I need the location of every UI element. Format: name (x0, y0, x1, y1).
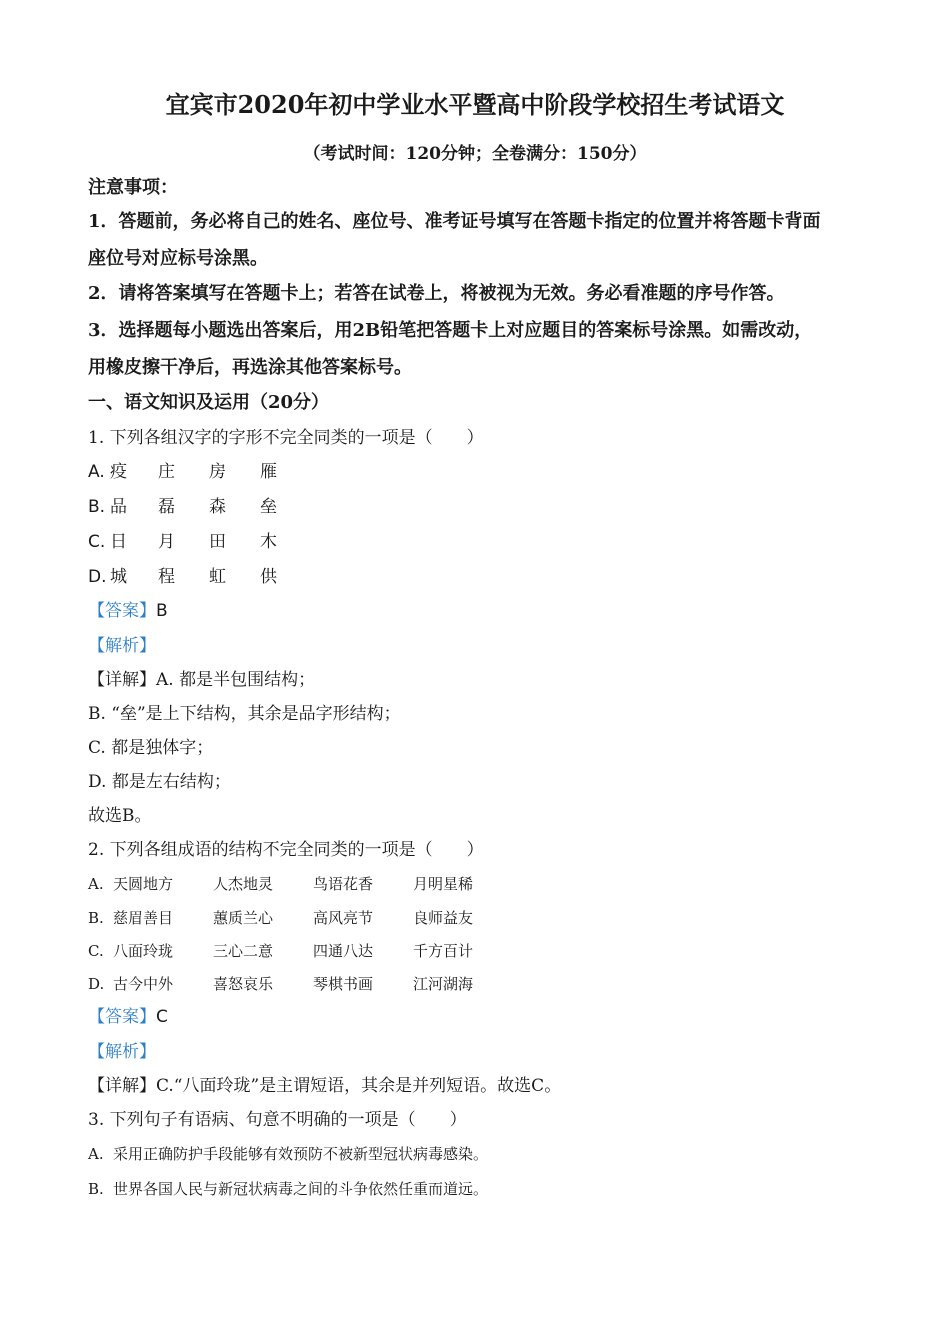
notice-item-3-line-1: 3．选择题每小题选出答案后，用2B铅笔把答题卡上对应题目的答案标号涂黑。如需改动， (88, 320, 813, 341)
option-char: 月 (158, 532, 175, 552)
option-label: D. (88, 567, 107, 587)
question-1-detail (88, 669, 315, 691)
question-2-detail (88, 1075, 561, 1097)
option-label: C. (88, 942, 104, 960)
option-char: 木 (260, 532, 277, 552)
question-1-analysis-tag: 【解析】 (88, 636, 156, 656)
option-label: A. (88, 875, 104, 893)
detail-tag: 【详解】 (88, 670, 156, 690)
option-char: 垒 (260, 497, 277, 517)
option-idiom: 蕙质兰心 (213, 909, 274, 927)
option-label: A. (88, 1145, 104, 1163)
option-char: 庄 (158, 462, 175, 482)
question-1-stem: 1. 下列各组汉字的字形不完全同类的一项是（ ） (88, 428, 484, 448)
notice-heading: 注意事项： (88, 177, 178, 198)
option-char: 程 (158, 567, 175, 587)
option-idiom: 慈眉善目 (113, 909, 174, 927)
option-idiom: 四通八达 (313, 942, 374, 960)
option-idiom: 月明星稀 (413, 875, 474, 893)
option-char: 供 (260, 567, 277, 587)
option-char: 品 (110, 497, 127, 517)
option-idiom: 江河湖海 (413, 975, 474, 993)
question-1-detail-line: D. 都是左右结构； (88, 772, 231, 792)
option-label: B. (88, 909, 104, 927)
option-char: 雁 (260, 462, 277, 482)
option-char: 森 (209, 497, 226, 517)
option-idiom: 鸟语花香 (313, 875, 374, 893)
option-char: 疫 (110, 462, 127, 482)
option-idiom: 高风亮节 (313, 909, 374, 927)
question-1-detail-line: C. 都是独体字； (88, 738, 214, 758)
answer-value: C (156, 1007, 168, 1027)
option-idiom: 千方百计 (413, 942, 474, 960)
option-idiom: 三心二意 (213, 942, 274, 960)
option-idiom: 古今中外 (113, 975, 174, 993)
notice-item-1-line-1: 1．答题前，务必将自己的姓名、座位号、准考证号填写在答题卡指定的位置并将答题卡背面 (88, 211, 821, 232)
option-text: 世界各国人民与新冠状病毒之间的斗争依然任重而道远。 (113, 1180, 489, 1198)
option-char: 房 (209, 462, 226, 482)
option-char: 虹 (209, 567, 226, 587)
question-1-answer (88, 600, 168, 622)
option-idiom: 琴棋书画 (313, 975, 374, 993)
detail-tag: 【详解】 (88, 1076, 156, 1096)
option-label: B. (88, 1180, 104, 1198)
option-label: B. (88, 497, 106, 517)
question-2-answer (88, 1006, 168, 1028)
answer-tag: 【答案】 (88, 1007, 156, 1027)
notice-item-1-line-2: 座位号对应标号涂黑。 (88, 248, 268, 269)
page-title: 宜宾市2020年初中学业水平暨高中阶段学校招生考试语文 (165, 90, 785, 119)
option-idiom: 良师益友 (413, 909, 474, 927)
option-idiom: 八面玲珑 (113, 942, 174, 960)
option-label: D. (88, 975, 105, 993)
option-label: A. (88, 462, 105, 482)
option-char: 磊 (158, 497, 175, 517)
option-idiom: 天圆地方 (113, 875, 174, 893)
option-label: C. (88, 532, 106, 552)
question-2-stem: 2. 下列各组成语的结构不完全同类的一项是（ ） (88, 840, 484, 860)
detail-text: C.“八面玲珑”是主谓短语，其余是并列短语。故选C。 (156, 1076, 562, 1096)
option-idiom: 人杰地灵 (213, 875, 274, 893)
answer-tag: 【答案】 (88, 601, 156, 621)
option-text: 采用正确防护手段能够有效预防不被新型冠状病毒感染。 (113, 1145, 489, 1163)
option-char: 日 (110, 532, 127, 552)
detail-text: A. 都是半包围结构； (156, 670, 316, 690)
answer-value: B (156, 601, 168, 621)
option-char: 城 (110, 567, 127, 587)
notice-item-2: 2．请将答案填写在答题卡上；若答在试卷上，将被视为无效。务必看准题的序号作答。 (88, 283, 785, 304)
question-1-conclusion: 故选B。 (88, 806, 152, 826)
option-idiom: 喜怒哀乐 (213, 975, 274, 993)
question-2-analysis-tag: 【解析】 (88, 1042, 156, 1062)
option-char: 田 (209, 532, 226, 552)
question-3-stem: 3. 下列句子有语病、句意不明确的一项是（ ） (88, 1110, 467, 1130)
exam-info: （考试时间：120分钟；全卷满分：150分） (303, 144, 647, 164)
question-1-detail-line: B. “垒”是上下结构，其余是品字形结构； (88, 704, 401, 724)
notice-item-3-line-2: 用橡皮擦干净后，再选涂其他答案标号。 (88, 357, 412, 378)
section-heading: 一、语文知识及运用（20分） (88, 392, 330, 413)
